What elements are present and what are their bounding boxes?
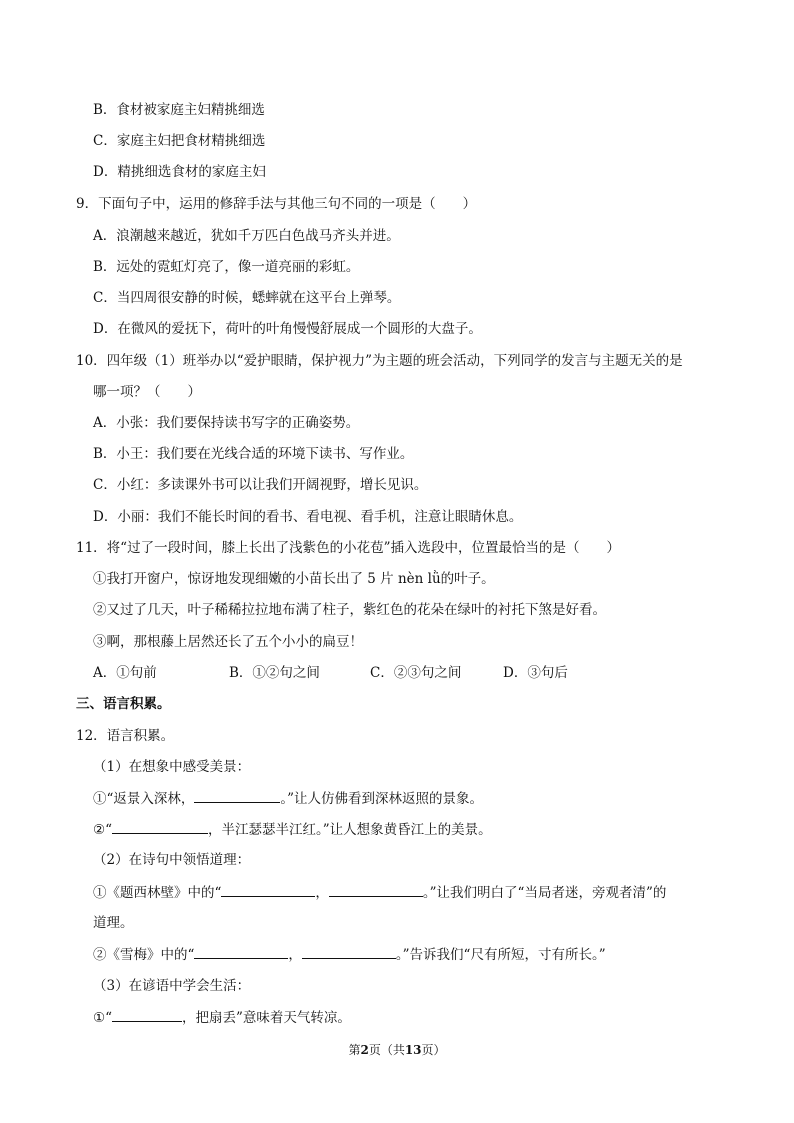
answer-blank[interactable]	[112, 1007, 182, 1022]
answer-blank[interactable]	[302, 944, 396, 959]
q10-stem-line1: 10．四年级（1）班举办以“爱护眼睛，保护视力”为主题的班会活动，下列同学的发言与主题无关的是	[76, 353, 683, 369]
q12-part2-item-a	[93, 882, 666, 903]
footer-mid: 页（共	[368, 1043, 405, 1057]
answer-blank[interactable]	[194, 788, 280, 803]
q9-option-c: C．当四周很安静的时候，蟋蟀就在这平台上弹琴。	[93, 290, 401, 306]
q11-option-c: C．②③句之间	[370, 665, 462, 681]
q12-part1-item-a	[93, 788, 483, 809]
q12-part3-item-a	[93, 1007, 351, 1028]
q12-stem: 12．语言积累。	[76, 728, 175, 744]
q10-stem-line2: 哪一项？（ ）	[93, 384, 201, 400]
answer-blank[interactable]	[194, 944, 288, 959]
q11-option-b: B．①②句之间	[229, 665, 320, 681]
q11-stem: 11．将“过了一段时间，膝上长出了浅紫色的小花苞”插入选段中，位置最恰当的是（ ）	[76, 540, 620, 556]
footer-pre: 第	[348, 1043, 361, 1057]
q12-p3a-post: ，把扇丢”意味着天气转凉。	[182, 1010, 351, 1026]
q12-part2-title: （2）在诗句中领悟道理：	[93, 852, 251, 868]
q12-part2-item-b	[93, 944, 606, 965]
q12-part3-title: （3）在谚语中学会生活：	[93, 978, 251, 994]
q12-p1b-post: ，半江瑟瑟半江红。”让人想象黄昏江上的美景。	[208, 822, 492, 838]
q10-option-c: C．小红：多读课外书可以让我们开阔视野，增长见识。	[93, 477, 428, 493]
q9-option-d: D．在微风的爱抚下，荷叶的叶角慢慢舒展成一个圆形的大盘子。	[93, 321, 482, 337]
footer-total-pages: 13	[404, 1043, 422, 1057]
q10-option-a: A．小张：我们要保持读书写字的正确姿势。	[93, 415, 360, 431]
q12-p2a-post: 。”让我们明白了“当局者迷，旁观者清”的	[422, 885, 667, 901]
q11-option-d: D．③句后	[503, 665, 568, 681]
q12-p1b-pre: ②“	[93, 822, 113, 838]
q8-option-d: D．精挑细选食材的家庭主妇	[93, 164, 266, 180]
answer-blank[interactable]	[329, 882, 423, 897]
q12-p2a-pre: ①《题西林壁》中的“	[93, 885, 222, 901]
q8-option-b: B．食材被家庭主妇精挑细选	[93, 102, 265, 118]
q12-p1a-post: 。”让人仿佛看到深林返照的景象。	[280, 791, 484, 807]
q12-part1-title: （1）在想象中感受美景：	[93, 759, 251, 775]
q9-option-b: B．远处的霓虹灯亮了，像一道亮丽的彩虹。	[93, 259, 360, 275]
q11-option-a: A．①句前	[93, 665, 157, 681]
q12-p2b-mid: ，	[288, 947, 302, 963]
q12-p2a-mid: ，	[315, 885, 329, 901]
q9-stem: 9．下面句子中，运用的修辞手法与其他三句不同的一项是（ ）	[76, 196, 477, 212]
answer-blank[interactable]	[221, 882, 315, 897]
q10-option-b: B．小王：我们要在光线合适的环境下读书、写作业。	[93, 446, 414, 462]
q12-p2b-pre: ②《雪梅》中的“	[93, 947, 195, 963]
q12-p2a-continuation: 道理。	[93, 915, 134, 931]
q10-option-d: D．小丽：我们不能长时间的看书、看电视、看手机，注意让眼睛休息。	[93, 509, 523, 525]
q11-sentence-1: ①我打开窗户，惊讶地发现细嫩的小苗长出了 5 片 nèn lǜ的叶子。	[93, 571, 495, 587]
q12-p2b-post: 。”告诉我们“尺有所短，寸有所长。”	[395, 947, 606, 963]
q12-p3a-pre: ①“	[93, 1010, 113, 1026]
q9-option-a: A．浪潮越来越近，犹如千万匹白色战马齐头并进。	[93, 228, 400, 244]
q8-option-c: C．家庭主妇把食材精挑细选	[93, 133, 266, 149]
footer-post: 页）	[421, 1043, 446, 1057]
footer-page-number: 2	[360, 1043, 369, 1057]
page-footer	[0, 1041, 794, 1059]
q12-p1a-pre: ①“返景入深林，	[93, 791, 195, 807]
q11-sentence-2: ②又过了几天，叶子稀稀拉拉地布满了柱子，紫红色的花朵在绿叶的衬托下煞是好看。	[93, 602, 606, 618]
q12-part1-item-b	[93, 819, 492, 840]
q11-sentence-3: ③啊，那根藤上居然还长了五个小小的扁豆！	[93, 634, 363, 650]
section-heading: 三、语言积累。	[76, 696, 171, 712]
answer-blank[interactable]	[112, 819, 208, 834]
